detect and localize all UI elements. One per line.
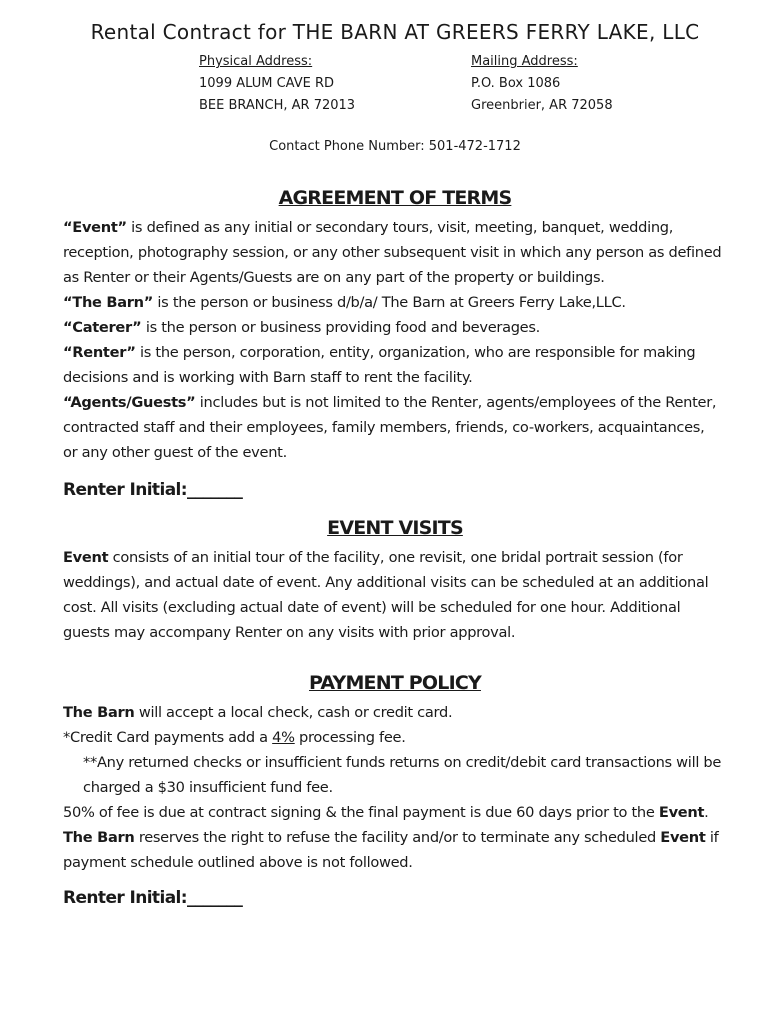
- definition-caterer-text: is the person or business providing food and beverages.: [141, 319, 540, 336]
- term-barn: “The Barn”: [63, 294, 154, 311]
- renter-initial-line-2: Renter Initial:_______: [63, 888, 243, 908]
- mailing-address-line1: P.O. Box 1086: [471, 76, 561, 91]
- definition-barn: [63, 290, 723, 315]
- definition-event: [63, 215, 723, 290]
- definition-renter-text: is the person, corporation, entity, organization, who are responsible for making decisions and is working with Barn staff to rent the facility.: [63, 344, 696, 386]
- definition-agents-guests-text: includes but is not limited to the Renter, agents/employees of the Renter, contracted staff and their employees, family members, friends, co-workers, acquaintances, or any other guest of the event.: [63, 394, 717, 461]
- definition-agents-guests: [63, 390, 723, 465]
- term-agents-guests: “Agents/Guests”: [63, 394, 196, 411]
- term-event-visits: Event: [63, 549, 109, 566]
- mailing-address-line2: Greenbrier, AR 72058: [471, 98, 613, 113]
- definition-barn-text: is the person or business d/b/a/ The Barn at Greers Ferry Lake,LLC.: [153, 294, 626, 311]
- credit-card-fee-line: *Credit Card payments add a 4% processing fee.: [63, 729, 406, 746]
- event-visits-heading: EVENT VISITS: [327, 517, 463, 539]
- agreement-definitions: [63, 215, 723, 465]
- payment-policy-heading: PAYMENT POLICY: [309, 672, 481, 694]
- term-event: “Event”: [63, 219, 127, 236]
- term-the-barn-2: The Barn: [63, 829, 135, 846]
- returned-check-fee-line: **Any returned checks or insufficient funds returns on credit/debit card transactions will be charged a $30 insufficient fund fee.: [83, 754, 722, 796]
- payment-policy-paragraph: [63, 700, 723, 875]
- physical-address-heading: Physical Address:: [199, 54, 313, 69]
- contact-phone: Contact Phone Number: 501-472-1712: [269, 139, 521, 154]
- definition-event-text: is defined as any initial or secondary tours, visit, meeting, banquet, wedding, reception, photography session, or any other subsequent visit in which any person as defined as Renter or their Agents/Guests are on any part of the property or buildings.: [63, 219, 722, 286]
- physical-address-line1: 1099 ALUM CAVE RD: [199, 76, 334, 91]
- definition-caterer: [63, 315, 723, 340]
- mailing-address-heading: Mailing Address:: [471, 54, 578, 69]
- event-visits-text: consists of an initial tour of the facility, one revisit, one bridal portrait session (for weddings), and actual date of event. Any additional visits can be scheduled at an additional cost. All visits (excluding actual date of event) will be scheduled for one hour. Additional guests may accompany Renter on any visits with prior approval.: [63, 549, 709, 641]
- term-renter: “Renter”: [63, 344, 136, 361]
- event-visits-paragraph: [63, 545, 723, 645]
- term-the-barn-1: The Barn: [63, 704, 135, 721]
- term-event-2: Event: [660, 829, 706, 846]
- payment-schedule-line: 50% of fee is due at contract signing & the final payment is due 60 days prior to the Event.: [63, 804, 709, 821]
- contract-title: Rental Contract for THE BARN AT GREERS FERRY LAKE, LLC: [90, 20, 700, 44]
- definition-renter: [63, 340, 723, 390]
- credit-card-fee-percent: 4%: [272, 729, 295, 746]
- physical-address-line2: BEE BRANCH, AR 72013: [199, 98, 356, 113]
- agreement-heading: AGREEMENT OF TERMS: [278, 187, 512, 209]
- term-event-1: Event: [658, 804, 705, 821]
- renter-initial-line-1: Renter Initial:_______: [63, 480, 243, 500]
- term-caterer: “Caterer”: [63, 319, 142, 336]
- mailing-address: [471, 51, 613, 117]
- refusal-line: The Barn reserves the right to refuse the facility and/or to terminate any scheduled Event if payment schedule outlined above is not followed.: [63, 829, 719, 871]
- payment-accept-line: The Barn will accept a local check, cash or credit card.: [63, 704, 453, 721]
- physical-address: [199, 51, 355, 117]
